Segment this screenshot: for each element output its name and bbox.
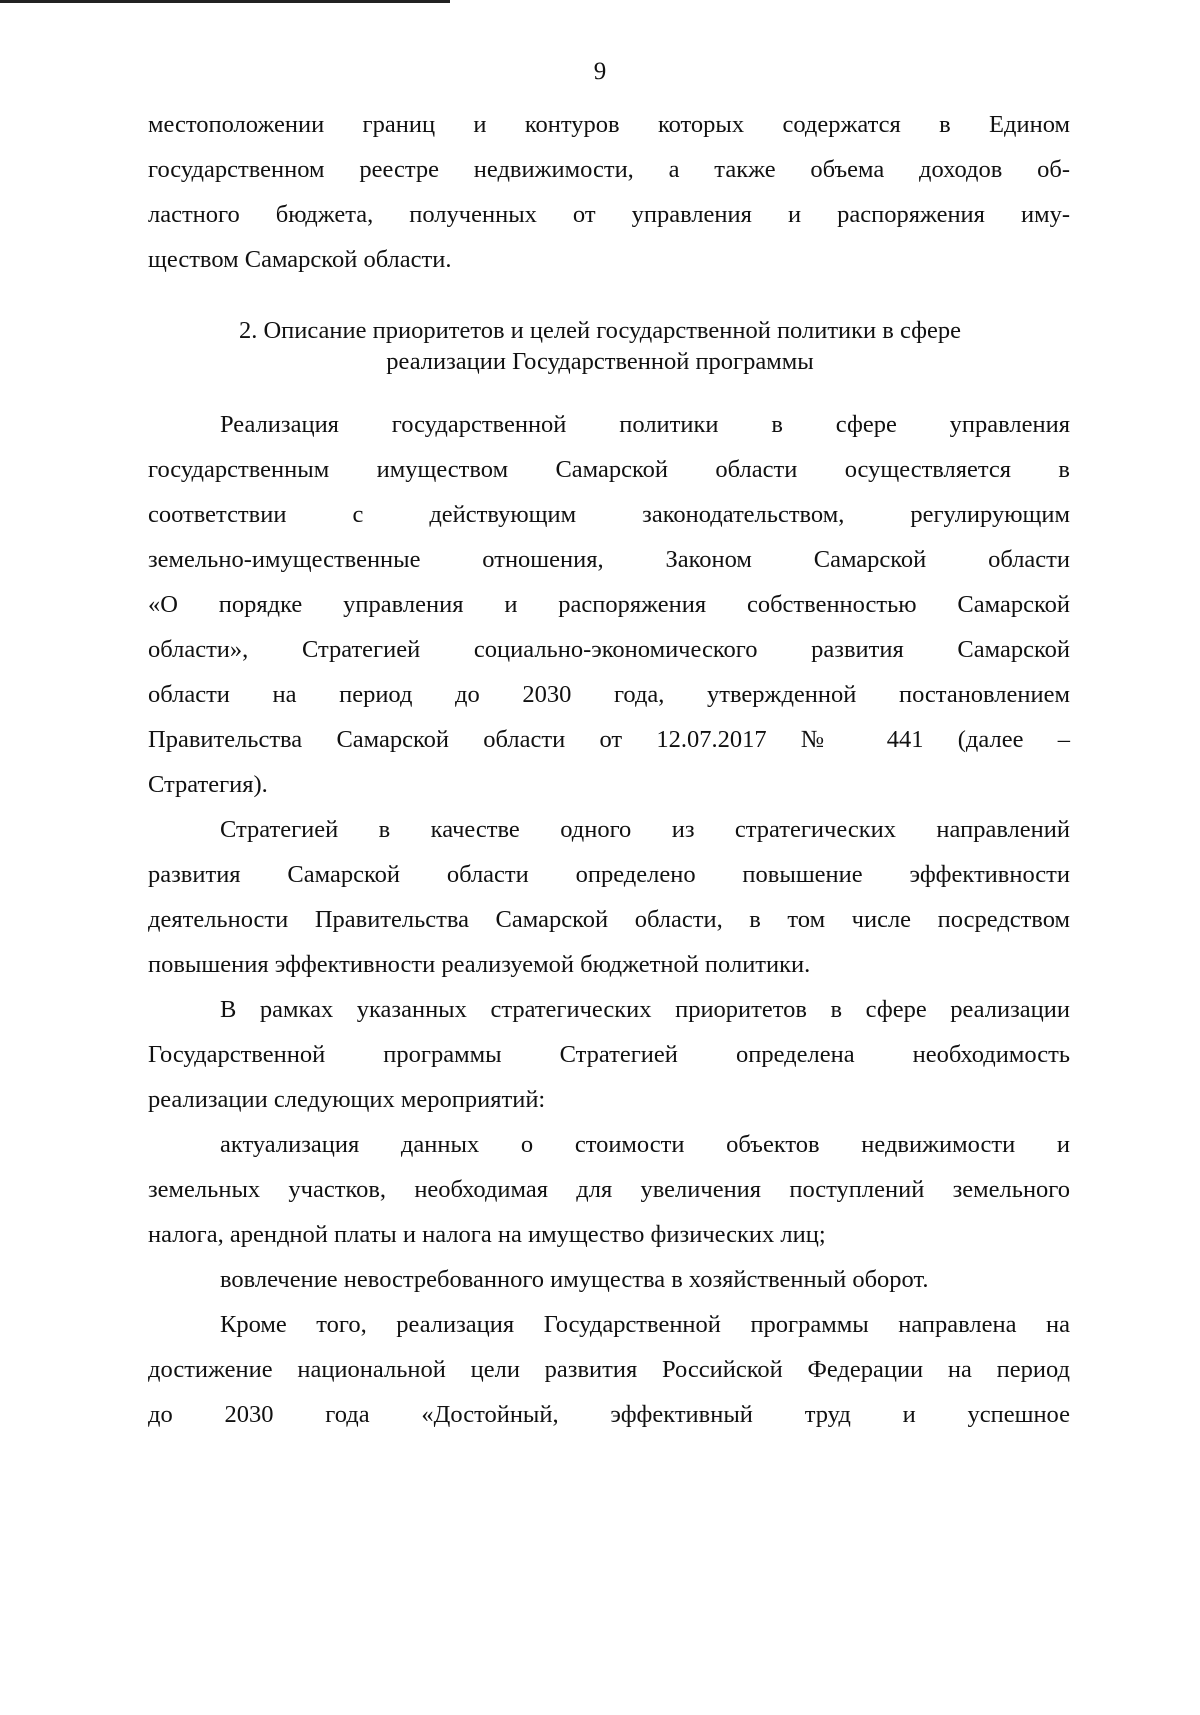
text-line: земельно-имущественные отношения, Законом Самарской области bbox=[148, 546, 1070, 573]
text-line: В рамках указанных стратегических приоритетов в сфере реализации bbox=[220, 996, 1070, 1023]
text-line: местоположении границ и контуров которых содержатся в Едином bbox=[148, 111, 1070, 138]
heading-line: 2. Описание приоритетов и целей государственной политики в сфере bbox=[238, 317, 962, 344]
scan-edge-line bbox=[0, 0, 450, 3]
text-line: вовлечение невостребованного имущества в хозяйственный оборот. bbox=[220, 1266, 929, 1293]
text-line: Кроме того, реализация Государственной программы направлена на bbox=[220, 1311, 1070, 1338]
text-line: актуализация данных о стоимости объектов недвижимости и bbox=[220, 1131, 1070, 1158]
text-line: Реализация государственной политики в сфере управления bbox=[220, 411, 1070, 438]
text-line: достижение национальной цели развития Российской Федерации на период bbox=[148, 1356, 1070, 1383]
text-line: ществом Самарской области. bbox=[148, 246, 452, 273]
text-line: государственным имуществом Самарской области осуществляется в bbox=[148, 456, 1070, 483]
text-line: земельных участков, необходимая для увеличения поступлений земельного bbox=[148, 1176, 1070, 1203]
heading-line: реализации Государственной программы bbox=[386, 348, 814, 375]
page-number: 9 bbox=[593, 58, 607, 85]
text-line: до 2030 года «Достойный, эффективный труд и успешное bbox=[148, 1401, 1070, 1428]
text-line: государственном реестре недвижимости, а также объема доходов об- bbox=[148, 156, 1070, 183]
text-line: развития Самарской области определено повышение эффективности bbox=[148, 861, 1070, 888]
text-line: Стратегией в качестве одного из стратегических направлений bbox=[220, 816, 1070, 843]
text-line: Государственной программы Стратегией определена необходимость bbox=[148, 1041, 1070, 1068]
text-line: повышения эффективности реализуемой бюджетной политики. bbox=[148, 951, 811, 978]
text-line: налога, арендной платы и налога на имущество физических лиц; bbox=[148, 1221, 826, 1248]
text-line: области на период до 2030 года, утвержденной постановлением bbox=[148, 681, 1070, 708]
text-line: соответствии с действующим законодательством, регулирующим bbox=[148, 501, 1070, 528]
text-line: ластного бюджета, полученных от управления и распоряжения иму- bbox=[148, 201, 1070, 228]
text-line: Правительства Самарской области от 12.07.2017 № 441 (далее – bbox=[148, 726, 1070, 753]
text-line: деятельности Правительства Самарской области, в том числе посредством bbox=[148, 906, 1070, 933]
text-line: Стратегия). bbox=[148, 771, 268, 798]
text-line: реализации следующих мероприятий: bbox=[148, 1086, 546, 1113]
text-line: «О порядке управления и распоряжения собственностью Самарской bbox=[148, 591, 1070, 618]
text-line: области», Стратегией социально-экономического развития Самарской bbox=[148, 636, 1070, 663]
